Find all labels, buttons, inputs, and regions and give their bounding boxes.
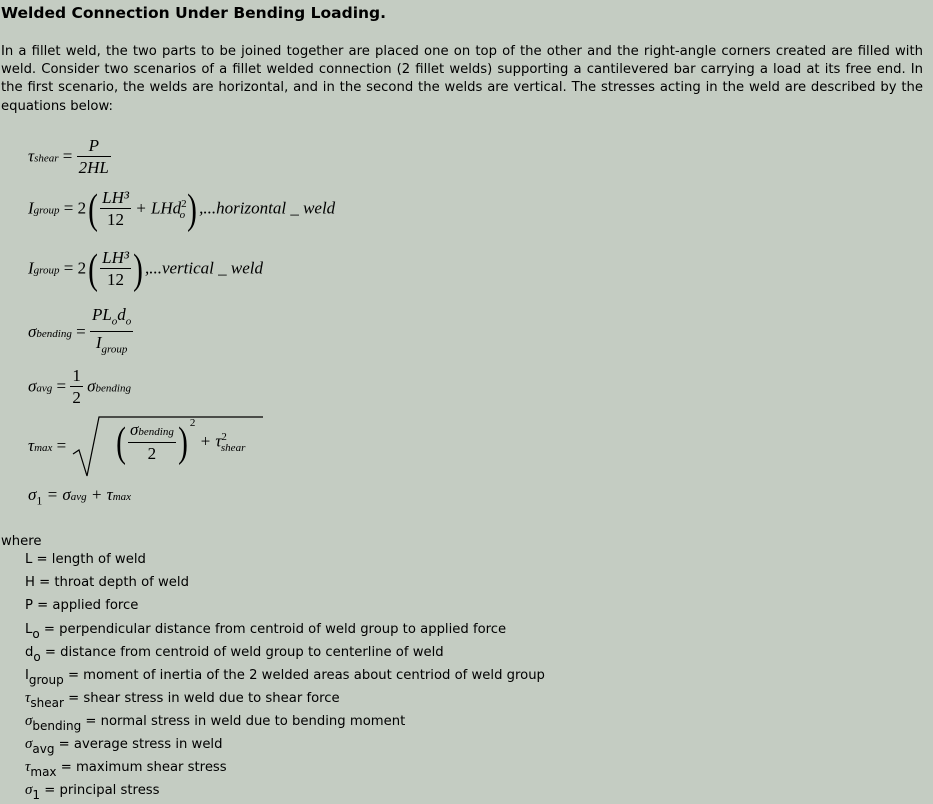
equation-i-group-horizontal: Igroup = 2( $\frac{\text{LH³}}{12}$ + LHd$^2_o$) ,...horizontal _ weld	[28, 186, 336, 233]
definition-text: = distance from centroid of weld group to centerline of weld	[40, 645, 444, 660]
definition-text: = moment of inertia of the 2 welded areas about centriod of weld group	[63, 668, 545, 683]
definition-item	[25, 643, 545, 666]
definition-text: = applied force	[32, 598, 139, 613]
definition-text: = normal stress in weld due to bending moment	[81, 714, 406, 729]
where-label: where	[1, 534, 42, 549]
equation-tau-shear: τshear = $\frac{P}{2HL}$	[28, 136, 109, 177]
definition-text: = average stress in weld	[54, 737, 223, 752]
definition-item	[25, 712, 545, 735]
definition-symbol: σ	[25, 782, 33, 798]
equation-i-group-vertical: Igroup = 2( $\frac{\text{LH³}}{12}$ ) ,...vertical _ weld	[28, 246, 263, 293]
definition-item	[25, 758, 545, 781]
definition-item	[25, 620, 545, 643]
definition-text: = maximum shear stress	[56, 760, 227, 775]
definition-subscript: o	[32, 627, 40, 641]
definition-text: = length of weld	[32, 552, 146, 567]
equation-sigma-1: $\sigma_1 = \sigma avg + \tau\max$	[28, 485, 132, 508]
definition-symbol: H	[25, 575, 35, 590]
definition-subscript: bending	[32, 719, 82, 733]
definition-item	[25, 781, 545, 804]
equation-sigma-bending: σbending = $\frac{PL_od_o}{I_{group}}$	[28, 305, 132, 356]
definition-symbol: σ	[25, 736, 33, 752]
definition-symbol: P	[25, 598, 33, 613]
definition-symbol: L	[25, 552, 33, 567]
definition-subscript: group	[28, 673, 64, 687]
definition-item	[25, 551, 545, 574]
definition-subscript: avg	[32, 742, 55, 756]
definition-item	[25, 597, 545, 620]
definition-symbol: τ	[25, 759, 31, 775]
definition-subscript: o	[33, 650, 41, 664]
definition-symbol: τ	[25, 690, 31, 706]
definition-item	[25, 735, 545, 758]
equation-tau-max: τmax = ( $\frac{\text{σbending}}{2}$ ) $^2 + \tau^2_{shear}$	[28, 416, 271, 478]
definition-symbol: I	[25, 668, 29, 683]
definition-subscript: 1	[32, 788, 41, 802]
page-title: Welded Connection Under Bending Loading.	[1, 4, 387, 22]
definition-text: = throat depth of weld	[34, 575, 189, 590]
equation-sigma-avg: σavg = $\frac{1}{2}$ σbending	[28, 366, 131, 407]
definition-item	[25, 574, 545, 597]
intro-paragraph: In a fillet weld, the two parts to be joined together are placed one on top of the other and the right-angle corners created are filled with weld. Consider two scenarios of a fillet welded connection (2 fillet welds) supporting a cantilevered bar carrying a load at its free end. In the first scenario, the welds are horizontal, and in the second the welds are vertical. The stresses acting in the weld are described by the equations below:	[1, 44, 923, 114]
definition-symbol: L	[25, 622, 33, 637]
definition-symbol: d	[25, 645, 34, 660]
definition-item	[25, 666, 545, 689]
definition-subscript: max	[30, 765, 57, 779]
definition-item	[25, 689, 545, 712]
definition-subscript: shear	[30, 696, 64, 710]
definition-symbol: σ	[25, 713, 33, 729]
definition-text: = principal stress	[40, 783, 160, 798]
definition-text: = shear stress in weld due to shear force	[63, 691, 340, 706]
definitions-list	[25, 551, 545, 804]
definition-text: = perpendicular distance from centroid of weld group to applied force	[39, 622, 507, 637]
